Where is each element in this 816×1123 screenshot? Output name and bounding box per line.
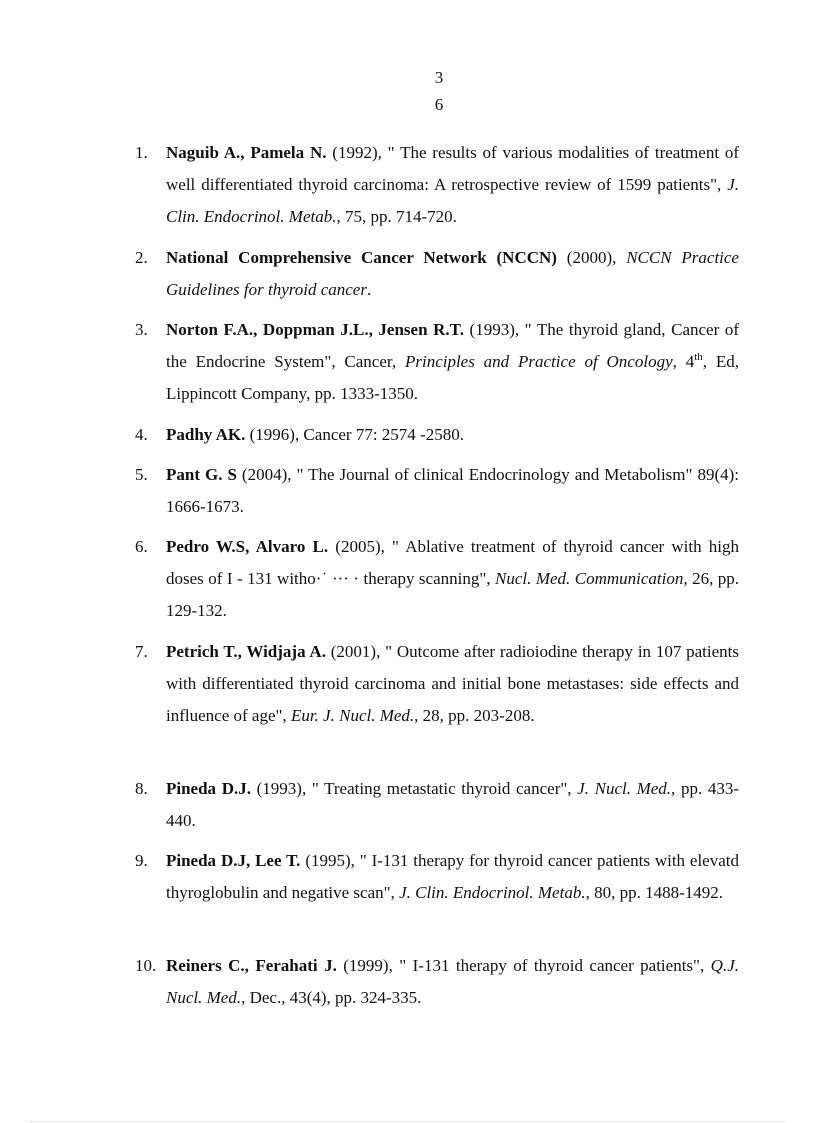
reference-title: " I-131 therapy for thyroid cancer patients with elevatd thyroglobulin and negative scan", <box>166 851 740 903</box>
reference-number: 6. <box>135 537 148 556</box>
reference-authors: Pedro W.S, Alvaro L. <box>166 537 329 556</box>
reference-number: 9. <box>135 851 148 870</box>
page-number <box>0 64 816 118</box>
reference-edition: , 4 <box>672 352 695 372</box>
reference-year: (2001), <box>325 642 386 661</box>
reference-number: 1. <box>135 143 148 162</box>
reference-title: " I-131 therapy of thyroid cancer patients", <box>399 956 711 975</box>
reference-title: " The thyroid gland, Cancer of the Endocrine System", Cancer, <box>166 320 739 372</box>
reference-journal: NCCN Practice Guidelines for thyroid cancer <box>166 248 739 300</box>
reference-details: , 28, pp. 203-208. <box>414 706 535 726</box>
reference-journal: Nucl. Med. Communication <box>495 569 684 589</box>
reference-number: 10. <box>135 956 157 975</box>
reference-text <box>166 950 739 1014</box>
reference-text <box>166 314 739 411</box>
reference-authors: Petrich T., Widjaja A. <box>166 642 326 661</box>
reference-journal: Q.J. Nucl. Med. <box>166 956 739 1008</box>
reference-details: pp. 433-440. <box>166 779 739 831</box>
reference-year: (1992), <box>326 143 388 162</box>
reference-title: " The results of various modalities of treatment of well differentiated thyroid carcinoma: A retrospective review of 1599 patients", <box>166 143 739 195</box>
reference-number: 8. <box>135 779 148 798</box>
reference-text <box>166 419 739 451</box>
page-number-line-1: 3 <box>434 68 444 87</box>
reference-authors: Pant G. S <box>166 465 237 484</box>
reference-year: (1999), <box>336 956 400 975</box>
reference-details: (1996), Cancer 77: 2574 -2580. <box>245 425 464 444</box>
reference-title: " Treating metastatic thyroid cancer" <box>311 779 568 798</box>
reference-number: 7. <box>135 642 148 661</box>
reference-journal: J. Clin. Endocrinol. Metab. <box>166 175 739 227</box>
reference-details: , 75, pp. 714-720. <box>336 207 457 227</box>
reference-year: (2005), <box>328 537 393 556</box>
reference-title: " Outcome after radioiodine therapy in 107 patients with differentiated thyroid carcinoma and initial bone metastases: side effects and influence of age", <box>166 642 740 726</box>
reference-authors: Padhy AK. <box>166 425 246 444</box>
reference-details: . <box>366 280 372 300</box>
reference-text <box>166 636 739 733</box>
page-bottom-edge <box>30 1121 786 1122</box>
reference-number: 2. <box>135 248 148 267</box>
reference-journal: Eur. J. Nucl. Med. <box>290 706 415 726</box>
reference-journal: , J. Nucl. Med., <box>567 779 676 798</box>
reference-number: 5. <box>135 465 148 484</box>
reference-edition-superscript: th <box>694 351 703 364</box>
reference-text <box>166 531 739 628</box>
reference-authors: Naguib A., Pamela N. <box>166 143 327 162</box>
reference-number: 4. <box>135 425 148 444</box>
reference-number: 3. <box>135 320 148 339</box>
reference-text <box>166 459 739 523</box>
reference-journal: J. Clin. Endocrinol. Metab. <box>399 883 586 903</box>
reference-text <box>166 845 739 909</box>
reference-details: , 26, pp. 129-132. <box>166 569 740 621</box>
reference-year: (2000), <box>556 248 627 267</box>
reference-authors: Pineda D.J, Lee T. <box>166 851 301 870</box>
reference-text <box>166 137 739 234</box>
reference-details: , 80, pp. 1488-1492. <box>585 883 724 903</box>
reference-authors: National Comprehensive Cancer Network <box>166 248 487 267</box>
reference-authors-abbr: (NCCN) <box>486 248 557 267</box>
reference-title: " Ablative treatment of thyroid cancer with high doses of I - 131 witho·˙ ··· · therapy scanning", <box>166 537 739 589</box>
reference-text <box>166 773 739 837</box>
page-number-line-2: 6 <box>434 95 444 114</box>
reference-text <box>166 242 739 306</box>
reference-authors: Reiners C., Ferahati J. <box>166 956 337 975</box>
reference-authors: Pineda D.J. <box>166 779 251 798</box>
reference-details: , Ed, Lippincott Company, pp. 1333-1350. <box>166 352 740 404</box>
reference-journal: Principles and Practice of Oncology <box>404 352 673 372</box>
reference-year: (1995), <box>300 851 360 870</box>
reference-year: (1993), <box>250 779 312 798</box>
reference-details: , Dec., 43(4), pp. 324-335. <box>241 988 422 1008</box>
reference-authors: Norton F.A., Doppman J.L., Jensen R.T. <box>166 320 464 339</box>
reference-year: (1993), <box>463 320 525 339</box>
reference-details: (2004), " The Journal of clinical Endocrinology and Metabolism" 89(4): 1666-1673. <box>166 465 739 517</box>
